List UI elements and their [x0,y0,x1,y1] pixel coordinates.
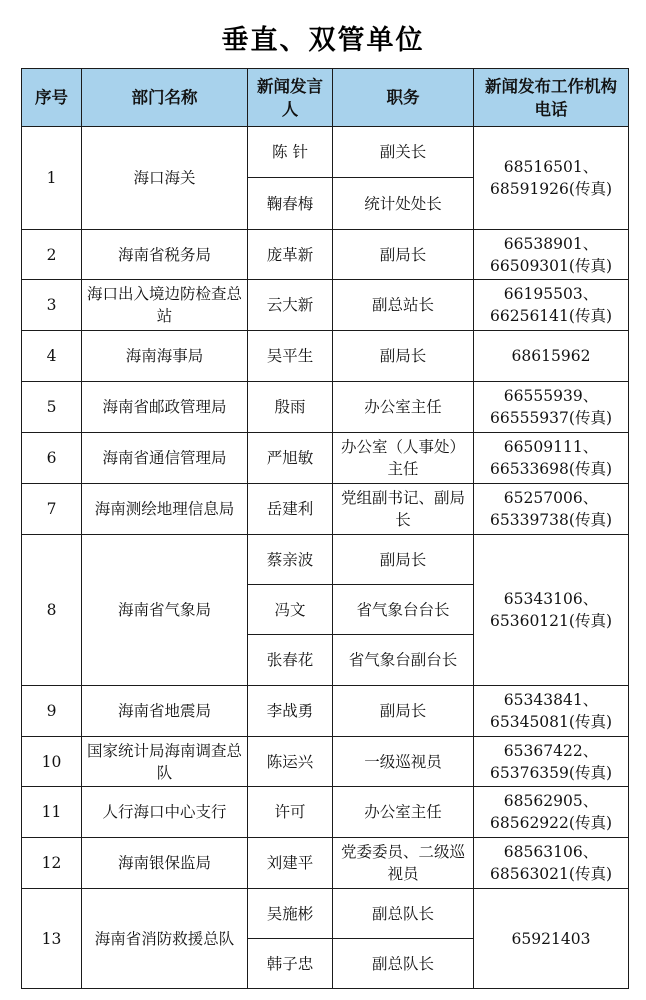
cell-department: 海南省地震局 [82,686,248,737]
cell-index: 6 [22,433,82,484]
cell-phone: 66509111、66533698(传真) [474,433,629,484]
cell-phone: 68563106、68563021(传真) [474,838,629,889]
cell-phone: 68615962 [474,331,629,382]
header-position: 职务 [333,69,474,127]
table-row [22,433,629,484]
cell-phone: 66555939、66555937(传真) [474,382,629,433]
cell-department: 海南测绘地理信息局 [82,484,248,535]
table-row [22,787,629,838]
cell-position: 党组副书记、副局长 [333,484,474,535]
cell-position: 副总队长 [333,889,474,939]
cell-index: 8 [22,535,82,686]
cell-position: 办公室主任 [333,787,474,838]
cell-spokesperson: 鞠春梅 [248,178,333,230]
cell-spokesperson: 冯文 [248,585,333,635]
table-row [22,127,629,178]
cell-department: 海口出入境边防检查总站 [82,280,248,331]
cell-phone: 68562905、68562922(传真) [474,787,629,838]
table-row [22,230,629,280]
cell-spokesperson: 李战勇 [248,686,333,737]
cell-spokesperson: 吴平生 [248,331,333,382]
cell-spokesperson: 殷雨 [248,382,333,433]
cell-index: 5 [22,382,82,433]
cell-spokesperson: 吴施彬 [248,889,333,939]
cell-spokesperson: 张春花 [248,635,333,686]
cell-department: 海南省气象局 [82,535,248,686]
cell-position: 副总队长 [333,939,474,989]
table-row [22,382,629,433]
header-spokesperson: 新闻发言人 [248,69,333,127]
cell-phone: 66195503、66256141(传真) [474,280,629,331]
cell-department: 海南省税务局 [82,230,248,280]
cell-phone: 65367422、65376359(传真) [474,737,629,787]
cell-spokesperson: 许可 [248,787,333,838]
cell-spokesperson: 蔡亲波 [248,535,333,585]
cell-position: 副关长 [333,127,474,178]
table-row [22,686,629,737]
cell-index: 12 [22,838,82,889]
cell-position: 省气象台台长 [333,585,474,635]
cell-department: 海南银保监局 [82,838,248,889]
cell-position: 省气象台副台长 [333,635,474,686]
cell-phone: 68516501、68591926(传真) [474,127,629,230]
cell-position: 一级巡视员 [333,737,474,787]
cell-index: 13 [22,889,82,989]
header-phone: 新闻发布工作机构电话 [474,69,629,127]
cell-spokesperson: 陈 针 [248,127,333,178]
cell-index: 11 [22,787,82,838]
cell-spokesperson: 严旭敏 [248,433,333,484]
cell-position: 副局长 [333,230,474,280]
cell-phone: 65257006、65339738(传真) [474,484,629,535]
table-row [22,737,629,787]
table-row [22,280,629,331]
cell-index: 9 [22,686,82,737]
header-index: 序号 [22,69,82,127]
cell-index: 2 [22,230,82,280]
cell-department: 海南省邮政管理局 [82,382,248,433]
cell-phone: 66538901、66509301(传真) [474,230,629,280]
cell-position: 副局长 [333,535,474,585]
contact-table [21,68,629,989]
cell-position: 副总站长 [333,280,474,331]
cell-spokesperson: 岳建利 [248,484,333,535]
cell-spokesperson: 庞革新 [248,230,333,280]
cell-department: 人行海口中心支行 [82,787,248,838]
cell-position: 办公室（人事处）主任 [333,433,474,484]
table-row [22,889,629,939]
table-row [22,838,629,889]
table-header-row [22,69,629,127]
header-department: 部门名称 [82,69,248,127]
cell-spokesperson: 云大新 [248,280,333,331]
table-row [22,331,629,382]
cell-position: 副局长 [333,331,474,382]
cell-department: 海南海事局 [82,331,248,382]
cell-index: 3 [22,280,82,331]
cell-index: 1 [22,127,82,230]
cell-department: 海口海关 [82,127,248,230]
table-row [22,535,629,585]
cell-phone: 65343841、65345081(传真) [474,686,629,737]
cell-spokesperson: 陈运兴 [248,737,333,787]
cell-phone: 65921403 [474,889,629,989]
cell-index: 10 [22,737,82,787]
cell-phone: 65343106、65360121(传真) [474,535,629,686]
table-row [22,484,629,535]
cell-spokesperson: 韩子忠 [248,939,333,989]
cell-position: 统计处处长 [333,178,474,230]
cell-department: 海南省消防救援总队 [82,889,248,989]
cell-position: 办公室主任 [333,382,474,433]
cell-department: 海南省通信管理局 [82,433,248,484]
cell-position: 党委委员、二级巡视员 [333,838,474,889]
cell-spokesperson: 刘建平 [248,838,333,889]
cell-department: 国家统计局海南调查总队 [82,737,248,787]
cell-position: 副局长 [333,686,474,737]
table-body [22,127,629,989]
page-title: 垂直、双管单位 [221,25,425,56]
cell-index: 7 [22,484,82,535]
cell-index: 4 [22,331,82,382]
